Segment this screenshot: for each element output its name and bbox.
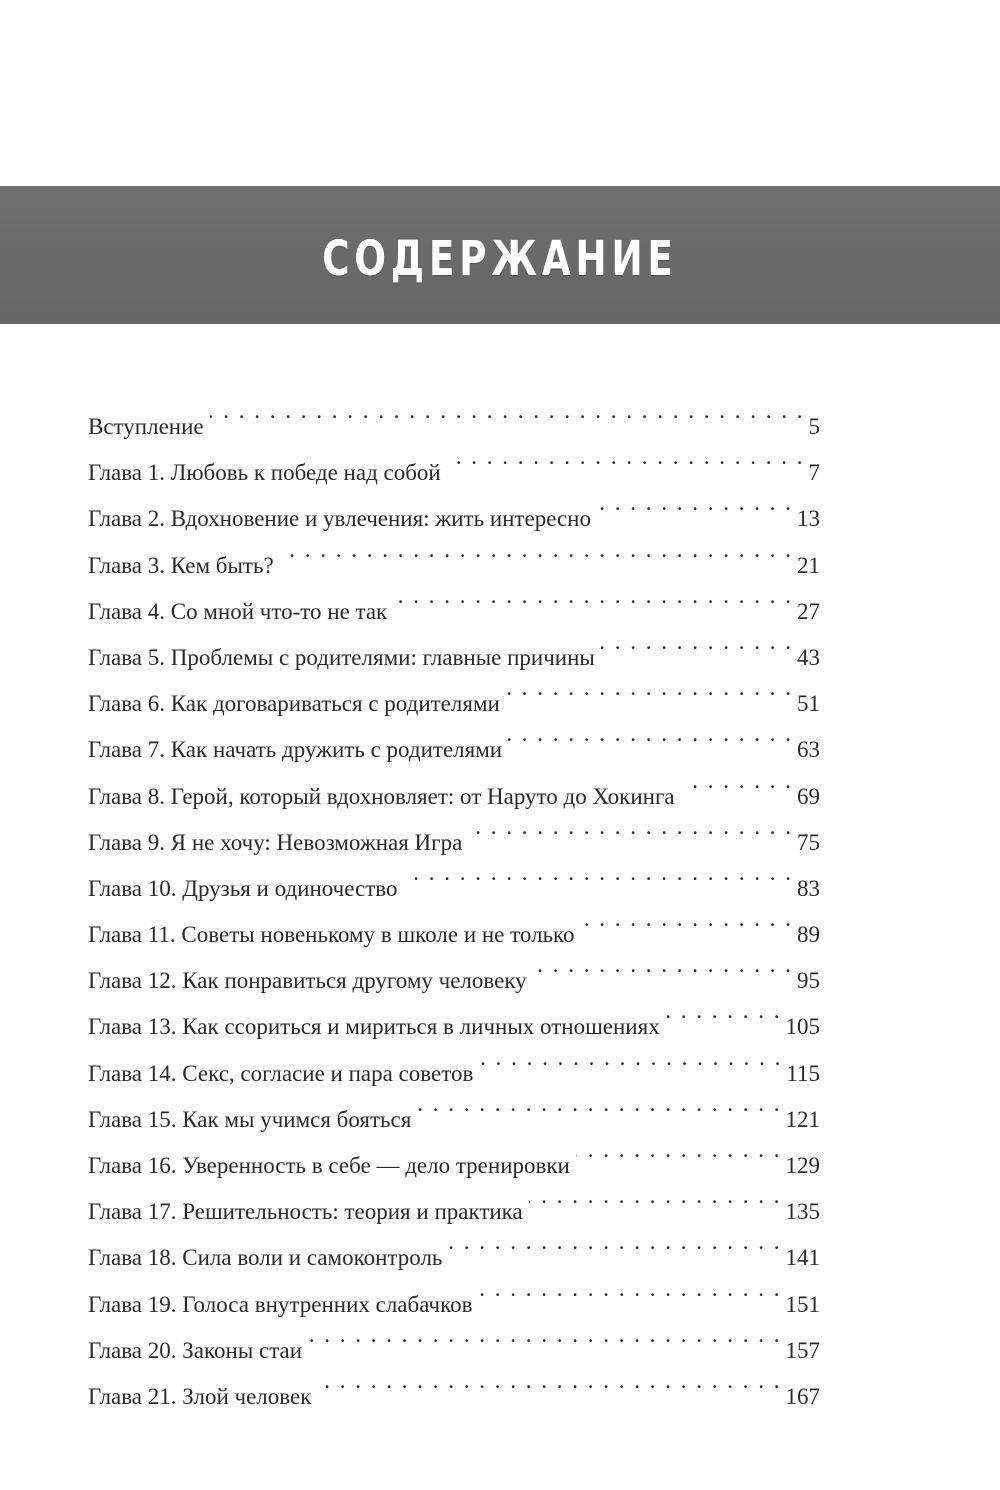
toc-entry-page: 43 <box>797 644 820 670</box>
page-title: СОДЕРЖАНИЕ <box>322 231 678 287</box>
toc-entry-title: Глава 10. Друзья и одиночество <box>88 875 398 901</box>
toc-entry-title: Глава 6. Как договариваться с родителями <box>88 691 500 717</box>
toc-entry-title: Глава 20. Законы стаи <box>88 1337 303 1363</box>
toc-entry-page: 95 <box>797 968 820 994</box>
toc-entry-title: Глава 3. Кем быть? <box>88 552 274 578</box>
toc-entry-page: 105 <box>785 1014 820 1040</box>
toc-leader-dots <box>417 1081 781 1127</box>
toc-entry-page: 141 <box>785 1245 820 1271</box>
toc-leader-dots <box>393 573 793 619</box>
toc-entry-page: 157 <box>785 1337 820 1363</box>
toc-leader-dots <box>447 434 805 480</box>
toc-leader-dots <box>479 1035 782 1081</box>
toc-entry-title: Глава 8. Герой, который вдохновляет: от Наруто до Хокинга <box>88 783 675 809</box>
toc-leader-dots <box>317 1358 781 1404</box>
toc-entry-title: Глава 5. Проблемы с родителями: главные причины <box>88 644 595 670</box>
toc-leader-dots <box>529 1173 782 1219</box>
toc-entry-page: 21 <box>797 552 820 578</box>
toc-leader-dots <box>681 758 793 804</box>
toc-entry-page: 115 <box>786 1060 820 1086</box>
header-band <box>0 186 1000 324</box>
toc-leader-dots <box>533 942 793 988</box>
toc-entry-title: Глава 16. Уверенность в себе — дело тренировки <box>88 1153 570 1178</box>
toc-leader-dots <box>280 527 793 573</box>
toc-leader-dots <box>508 711 793 757</box>
toc-entry-title: Глава 12. Как понравиться другому человеку <box>88 968 527 994</box>
toc-entry-title: Глава 7. Как начать дружить с родителями <box>88 737 503 763</box>
toc-leader-dots <box>666 988 782 1034</box>
toc-leader-dots <box>468 804 793 850</box>
toc-leader-dots <box>210 388 805 434</box>
toc-entry-page: 83 <box>797 875 820 901</box>
toc-entry-page: 121 <box>785 1106 820 1132</box>
toc-entry-page: 151 <box>785 1291 820 1317</box>
toc-leader-dots <box>448 1219 781 1265</box>
toc-entry-page: 63 <box>797 737 820 763</box>
toc-entry-page: 167 <box>785 1383 820 1409</box>
toc-entry-title: Глава 2. Вдохновение и увлечения: жить интересно <box>88 506 591 532</box>
toc-entry <box>88 388 820 439</box>
toc-entry-page: 5 <box>808 414 820 439</box>
toc-leader-dots <box>597 480 793 526</box>
toc-leader-dots <box>601 619 793 665</box>
toc-leader-dots <box>506 665 793 711</box>
toc-entry-title: Глава 1. Любовь к победе над собой <box>88 460 441 486</box>
toc-entry-page: 75 <box>797 829 820 855</box>
toc-entry-page: 69 <box>797 783 820 809</box>
toc-leader-dots <box>478 1266 781 1312</box>
toc-entry-title: Глава 18. Сила воли и самоконтроль <box>88 1245 443 1271</box>
toc-entry-page: 51 <box>797 691 820 717</box>
toc-entry-title: Глава 17. Решительность: теория и практика <box>88 1199 523 1225</box>
toc-entry-title: Глава 11. Советы новенькому в школе и не только <box>88 922 575 948</box>
toc-entry-title: Глава 19. Голоса внутренних слабачков <box>88 1291 473 1317</box>
toc-entry-page: 89 <box>797 922 820 948</box>
toc-entry-title: Глава 15. Как мы учимся бояться <box>88 1106 412 1132</box>
toc-entry-title: Глава 13. Как ссориться и мириться в личных отношениях <box>88 1014 660 1040</box>
toc-entry-page: 135 <box>785 1199 820 1225</box>
toc-leader-dots <box>581 896 793 942</box>
toc-entry-page: 27 <box>797 598 820 624</box>
toc-leader-dots <box>308 1312 781 1358</box>
toc-entry-title: Вступление <box>88 414 204 439</box>
toc-entry-title: Глава 4. Со мной что-то не так <box>88 598 388 624</box>
toc-leader-dots <box>576 1127 782 1173</box>
toc-entry-title: Глава 21. Злой человек <box>88 1383 312 1409</box>
table-of-contents <box>88 388 820 1409</box>
toc-entry-page: 7 <box>808 460 820 486</box>
toc-entry-title: Глава 9. Я не хочу: Невозможная Игра <box>88 829 463 855</box>
toc-entry-page: 129 <box>785 1153 820 1178</box>
toc-entry-page: 13 <box>797 506 820 532</box>
toc-leader-dots <box>404 850 794 896</box>
toc-entry-title: Глава 14. Секс, согласие и пара советов <box>88 1060 474 1086</box>
